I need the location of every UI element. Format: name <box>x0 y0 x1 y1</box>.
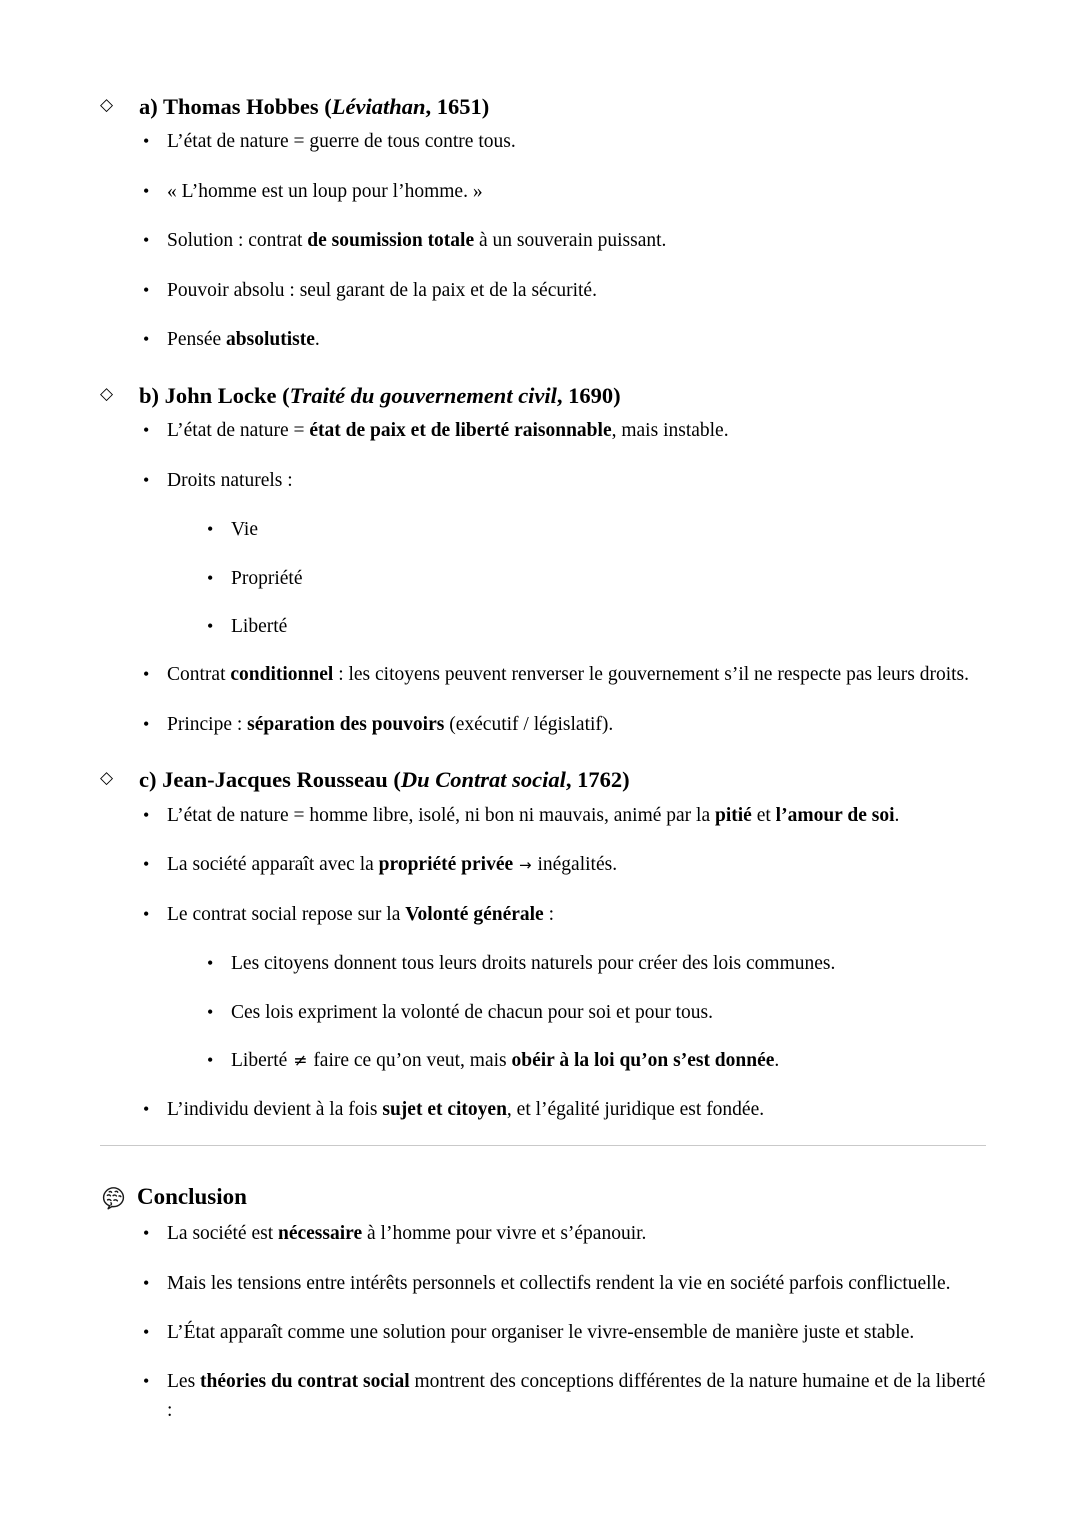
conclusion-heading <box>100 1182 990 1212</box>
list-item-text: Solution : contrat de soumission totale à un souverain puissant. <box>167 230 667 252</box>
emphasised-term: de soumission totale <box>307 230 475 252</box>
list-item <box>100 999 990 1027</box>
emphasised-term: absolutiste <box>226 329 315 351</box>
bullet-icon: • <box>207 953 214 974</box>
list-item <box>100 1220 990 1248</box>
section-heading-locke <box>100 381 990 411</box>
section-conclusion <box>100 1182 990 1425</box>
bullet-icon: • <box>143 469 150 490</box>
list-item-text: Principe : séparation des pouvoirs (exécutif / législatif). <box>167 713 614 735</box>
bullet-icon: • <box>143 804 150 825</box>
emphasised-term: sujet et citoyen <box>382 1098 507 1120</box>
list-item-text: Propriété <box>231 567 303 589</box>
bullet-list-locke <box>100 417 990 739</box>
heading-work-title: Léviathan <box>331 94 426 119</box>
bullet-list-hobbes <box>100 128 990 354</box>
list-item-text: L’état de nature = homme libre, isolé, ni bon ni mauvais, animé par la pitié et l’amour de soi. <box>167 804 900 826</box>
heading-work-title: Traité du gouvernement civil <box>289 382 557 408</box>
section-heading-hobbes <box>100 92 990 122</box>
list-item <box>100 326 990 354</box>
list-item <box>100 802 990 830</box>
bullet-icon: • <box>143 180 150 201</box>
list-item-text: Le contrat social repose sur la Volonté générale : <box>167 903 555 925</box>
conclusion-title: Conclusion <box>137 1184 247 1210</box>
bullet-list-conclusion <box>100 1220 990 1425</box>
bullet-icon: • <box>143 664 150 685</box>
section-heading-text: c) Jean-Jacques Rousseau (Du Contrat social, 1762) <box>139 767 630 793</box>
list-item-text: La société apparaît avec la propriété privée → inégalités. <box>167 854 618 876</box>
bullet-icon: • <box>143 854 150 875</box>
list-item-text: L’état de nature = guerre de tous contre tous. <box>167 131 516 153</box>
bullet-icon: • <box>143 1272 150 1293</box>
list-item <box>100 565 990 593</box>
diamond-bullet-icon: ◇ <box>100 95 114 114</box>
bullet-icon: • <box>143 131 150 152</box>
list-item-text: Droits naturels : <box>167 469 293 491</box>
nested-list-wrapper <box>100 950 990 1075</box>
list-item <box>100 128 990 156</box>
bullet-icon: • <box>207 1050 214 1071</box>
list-item-text: « L’homme est un loup pour l’homme. » <box>167 180 483 202</box>
list-item <box>100 516 990 544</box>
list-item-text: Pensée absolutiste. <box>167 329 320 351</box>
list-item-text: Ces lois expriment la volonté de chacun pour soi et pour tous. <box>231 1001 713 1023</box>
nested-bullet-list <box>100 950 990 1075</box>
list-item <box>100 1047 990 1075</box>
section-divider <box>100 1145 986 1146</box>
arrow-icon: → <box>519 856 532 875</box>
emphasised-term: séparation des pouvoirs <box>247 713 445 735</box>
list-item-text: Contrat conditionnel : les citoyens peuvent renverser le gouvernement s’il ne respecte pas leurs droits. <box>167 664 970 686</box>
bullet-icon: • <box>207 615 214 636</box>
list-item-text: La société est nécessaire à l’homme pour vivre et s’épanouir. <box>167 1223 647 1245</box>
list-item <box>100 851 990 879</box>
bullet-icon: • <box>143 420 150 441</box>
list-item <box>100 277 990 305</box>
section-hobbes <box>100 92 990 355</box>
list-item <box>100 417 990 445</box>
section-heading-rousseau <box>100 765 990 795</box>
emphasised-term: conditionnel <box>230 664 334 686</box>
list-item-text: Mais les tensions entre intérêts personnels et collectifs rendent la vie en société parfois conflictuelle. <box>167 1272 951 1294</box>
list-item-text: L’État apparaît comme une solution pour organiser le vivre-ensemble de manière juste et stable. <box>167 1321 915 1343</box>
bullet-icon: • <box>207 1001 214 1022</box>
list-item <box>100 711 990 739</box>
document-content <box>100 92 990 1446</box>
list-item-text: Les citoyens donnent tous leurs droits naturels pour créer des lois communes. <box>231 953 836 975</box>
bullet-icon: • <box>143 903 150 924</box>
list-item-text: Liberté ≠ faire ce qu’on veut, mais obéir à la loi qu’on s’est donnée. <box>231 1050 780 1072</box>
bullet-icon: • <box>143 279 150 300</box>
bullet-list-rousseau <box>100 802 990 1124</box>
bullet-icon: • <box>143 230 150 251</box>
brain-icon <box>100 1182 134 1212</box>
diamond-bullet-icon: ◇ <box>100 383 114 403</box>
list-item <box>100 178 990 206</box>
list-item-text: Pouvoir absolu : seul garant de la paix et de la sécurité. <box>167 279 597 301</box>
list-item <box>100 950 990 978</box>
list-item <box>100 1270 990 1298</box>
diamond-bullet-icon: ◇ <box>100 768 114 788</box>
bullet-icon: • <box>143 329 150 350</box>
section-locke <box>100 381 990 740</box>
section-rousseau <box>100 765 990 1124</box>
list-item <box>100 901 990 929</box>
emphasised-term: théories du contrat social <box>200 1371 410 1393</box>
not-equal-icon: ≠ <box>293 1051 308 1072</box>
heading-work-title: Du Contrat social <box>400 767 566 793</box>
emphasised-term: l’amour de soi <box>775 804 895 826</box>
list-item <box>100 613 990 641</box>
list-item-text: Les théories du contrat social montrent des conceptions différentes de la nature humaine et de la liberté : <box>167 1371 986 1421</box>
list-item <box>100 1368 990 1425</box>
nested-bullet-list <box>100 516 990 641</box>
emphasised-term: propriété privée <box>378 854 514 876</box>
emphasised-term: pitié <box>715 804 752 826</box>
list-item-text: Vie <box>231 519 258 541</box>
emphasised-term: Volonté générale <box>405 903 544 925</box>
list-item <box>100 467 990 495</box>
bullet-icon: • <box>143 1098 150 1119</box>
list-item <box>100 227 990 255</box>
list-item <box>100 1319 990 1347</box>
emphasised-term: nécessaire <box>278 1223 363 1245</box>
list-item-text: L’individu devient à la fois sujet et citoyen, et l’égalité juridique est fondée. <box>167 1098 765 1120</box>
list-item-text: L’état de nature = état de paix et de liberté raisonnable, mais instable. <box>167 420 729 442</box>
list-item <box>100 1096 990 1124</box>
bullet-icon: • <box>143 1223 150 1244</box>
emphasised-term: obéir à la loi qu’on s’est donnée <box>511 1050 775 1072</box>
section-heading-text: b) John Locke (Traité du gouvernement civil, 1690) <box>139 382 621 408</box>
emphasised-term: état de paix et de liberté raisonnable <box>309 420 612 442</box>
section-heading-text: a) Thomas Hobbes (Léviathan, 1651) <box>139 94 490 119</box>
nested-list-wrapper <box>100 516 990 641</box>
list-item-text: Liberté <box>231 615 288 637</box>
bullet-icon: • <box>207 567 214 588</box>
bullet-icon: • <box>207 519 214 540</box>
bullet-icon: • <box>143 1371 150 1392</box>
bullet-icon: • <box>143 1321 150 1342</box>
bullet-icon: • <box>143 713 150 734</box>
list-item <box>100 661 990 689</box>
